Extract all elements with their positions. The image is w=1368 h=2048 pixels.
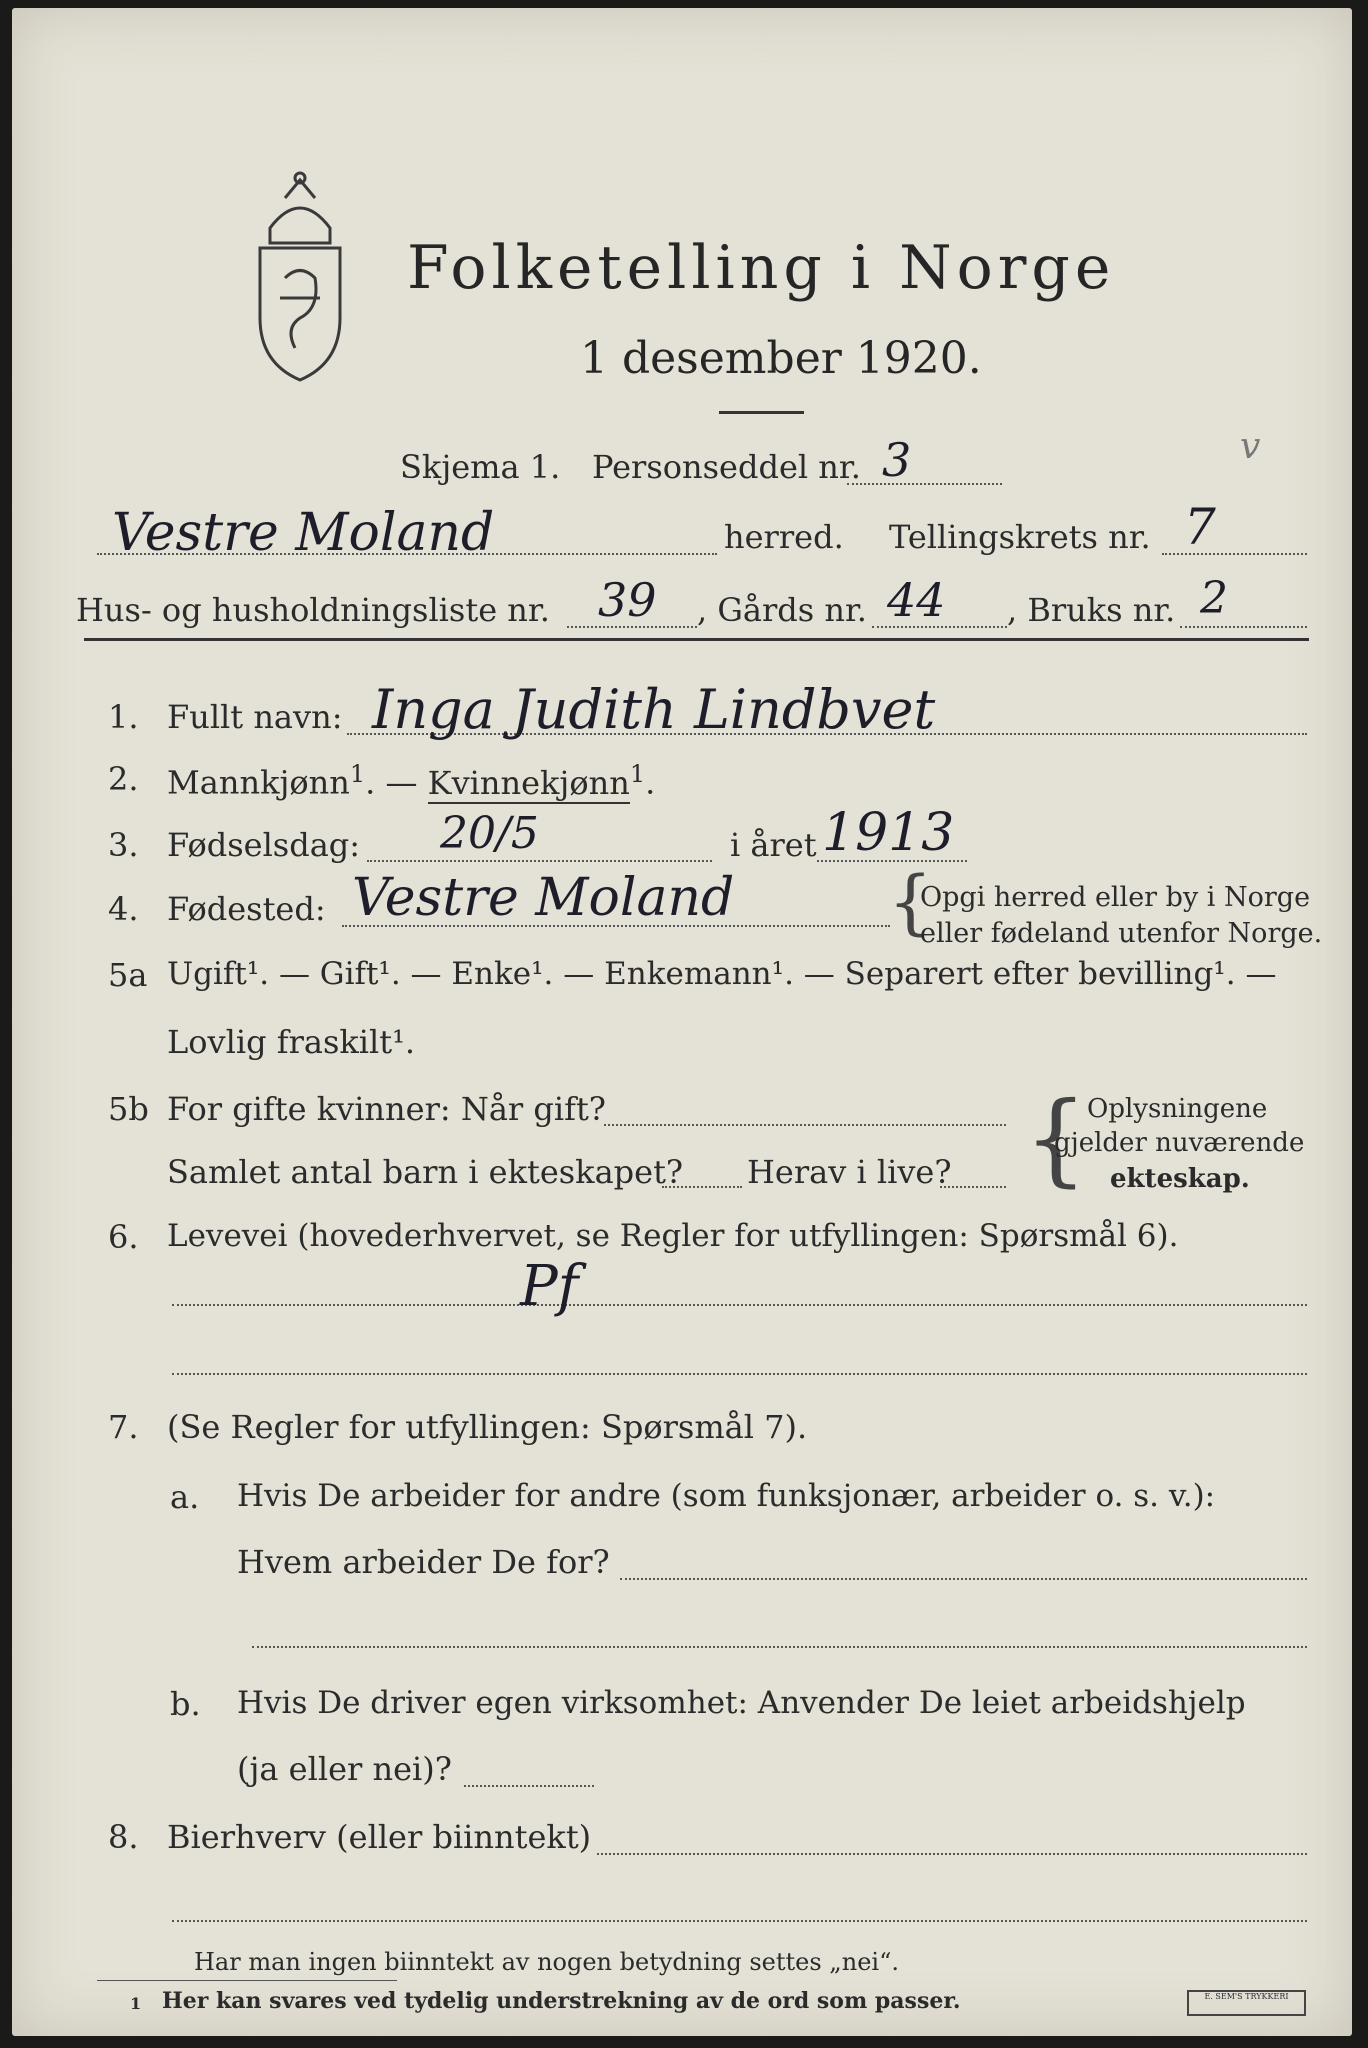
q3-number: 3. bbox=[108, 826, 139, 864]
q5b-note-1: Oplysningene bbox=[1087, 1094, 1268, 1124]
q4-label: Fødested: bbox=[167, 890, 326, 928]
tellingskrets-label: Tellingskrets nr. bbox=[889, 518, 1151, 556]
q4-note-2: eller fødeland utenfor Norge. bbox=[920, 918, 1323, 949]
q7-number: 7. bbox=[108, 1408, 139, 1446]
q7a-line bbox=[620, 1578, 1307, 1580]
q5b-alive-line bbox=[940, 1186, 1006, 1188]
form-date: 1 desember 1920. bbox=[580, 333, 982, 384]
census-form-page bbox=[12, 8, 1352, 2036]
personseddel-label: Personseddel nr. bbox=[592, 448, 861, 486]
check-mark: v bbox=[1240, 426, 1261, 467]
q2-end: . bbox=[645, 763, 656, 802]
q5b-line-1: For gifte kvinner: Når gift? bbox=[167, 1090, 606, 1128]
personseddel-value: 3 bbox=[882, 433, 912, 487]
skjema-label: Skjema 1. bbox=[400, 448, 561, 486]
q7a-letter: a. bbox=[170, 1478, 200, 1516]
q5a-number: 5a bbox=[108, 956, 148, 994]
q5b-note-3: ekteskap. bbox=[1110, 1164, 1250, 1194]
q3-label: Fødselsdag: bbox=[167, 826, 361, 864]
q5b-note-2: gjelder nuværende bbox=[1054, 1128, 1305, 1158]
q7b-line-1: Hvis De driver egen virksomhet: Anvender De leiet arbeidshjelp bbox=[237, 1685, 1246, 1721]
personseddel-line bbox=[847, 483, 1002, 485]
herred-value: Vestre Moland bbox=[112, 503, 495, 563]
footnote-text: Her kan svares ved tydelig understrekning av de ord som passer. bbox=[162, 1988, 961, 2014]
q7-label: (Se Regler for utfyllingen: Spørsmål 7). bbox=[167, 1408, 808, 1446]
q7a-line-2: Hvem arbeider De for? bbox=[237, 1543, 610, 1581]
footnote-rule bbox=[97, 1980, 397, 1981]
q1-label: Fullt navn: bbox=[167, 698, 343, 736]
hus-label: Hus- og husholdningsliste nr. bbox=[76, 591, 550, 629]
q5b-brace: { bbox=[1024, 1080, 1088, 1197]
form-title: Folketelling i Norge bbox=[407, 233, 1116, 303]
printer-stamp-text: E. SEM'S TRYKKERI bbox=[1204, 1992, 1289, 2001]
q8-label: Bierhverv (eller biinntekt) bbox=[167, 1818, 592, 1856]
q7b-line bbox=[464, 1785, 594, 1787]
coat-of-arms-icon bbox=[240, 168, 360, 388]
printer-stamp bbox=[1187, 1990, 1306, 2016]
q2-number: 2. bbox=[108, 760, 139, 798]
q5b-number: 5b bbox=[108, 1090, 149, 1128]
q5b-children-label: Samlet antal barn i ekteskapet? bbox=[167, 1153, 684, 1191]
q2-female-label: Kvinnekjønn bbox=[427, 763, 630, 802]
q3-line bbox=[367, 860, 712, 862]
q8-number: 8. bbox=[108, 1818, 139, 1856]
q4-number: 4. bbox=[108, 890, 139, 928]
q2-male-label: Mannkjønn bbox=[167, 763, 350, 802]
q3-year-value: 1913 bbox=[822, 803, 955, 863]
q7a-line-1: Hvis De arbeider for andre (som funksjonær, arbeider o. s. v.): bbox=[237, 1478, 1216, 1514]
title-rule bbox=[719, 411, 804, 414]
q6-line-1 bbox=[172, 1304, 1307, 1306]
herred-label: herred. bbox=[724, 518, 844, 556]
q1-number: 1. bbox=[108, 698, 139, 736]
q5b-married-line bbox=[604, 1124, 1006, 1126]
q5b-alive-label: Herav i live? bbox=[747, 1153, 952, 1191]
q3-year-label: i året bbox=[730, 826, 817, 864]
q6-number: 6. bbox=[108, 1218, 139, 1256]
q2-text: Mannkjønn$^1$. — Kvinnekjønn$^1$. bbox=[167, 760, 656, 802]
q6-line-2 bbox=[172, 1373, 1307, 1375]
q8-line-extra bbox=[172, 1920, 1307, 1922]
q7a-line-extra bbox=[252, 1646, 1307, 1648]
footnote-mark: 1 bbox=[130, 1994, 142, 2013]
q3-value: 20/5 bbox=[440, 808, 539, 859]
gards-value: 44 bbox=[887, 573, 946, 627]
q5a-line-2: Lovlig fraskilt¹. bbox=[167, 1023, 416, 1061]
q5a-line-1: Ugift¹. — Gift¹. — Enke¹. — Enkemann¹. — Separert efter bevilling¹. — bbox=[167, 956, 1277, 992]
tellingskrets-value: 7 bbox=[1184, 498, 1216, 556]
q7b-letter: b. bbox=[170, 1685, 201, 1723]
bruks-line bbox=[1180, 626, 1307, 628]
q4-value: Vestre Moland bbox=[352, 868, 735, 928]
q4-note-1: Opgi herred eller by i Norge bbox=[920, 882, 1311, 913]
q5b-children-line bbox=[662, 1186, 742, 1188]
q4-brace: { bbox=[888, 861, 933, 943]
q1-value: Inga Judith Lindbvet bbox=[372, 678, 936, 741]
bottom-note: Har man ingen biinntekt av nogen betydning settes „nei“. bbox=[194, 1948, 899, 1976]
q7b-line-2: (ja eller nei)? bbox=[237, 1750, 452, 1788]
q6-label: Levevei (hovederhvervet, se Regler for utfyllingen: Spørsmål 6). bbox=[167, 1218, 1179, 1254]
header-divider bbox=[84, 638, 1309, 641]
q2-sep: . — bbox=[365, 763, 418, 802]
gards-label: , Gårds nr. bbox=[697, 591, 867, 629]
q8-line bbox=[597, 1853, 1307, 1855]
hus-value: 39 bbox=[598, 573, 657, 627]
bruks-label: , Bruks nr. bbox=[1007, 591, 1176, 629]
bruks-value: 2 bbox=[1200, 573, 1228, 624]
q6-value: Pf bbox=[520, 1254, 579, 1319]
